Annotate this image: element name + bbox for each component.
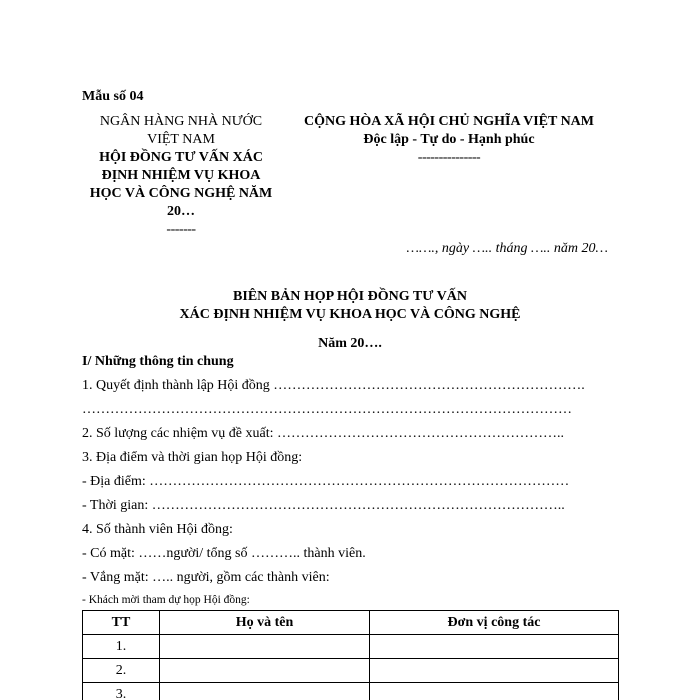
- guest-name-cell[interactable]: [160, 635, 370, 659]
- location-field[interactable]: - Địa điểm: ………………………………………………………………………………: [82, 474, 570, 489]
- row-number: 2.: [83, 659, 160, 683]
- title-line-1: BIÊN BẢN HỌP HỘI ĐỒNG TƯ VẤN: [233, 289, 467, 304]
- org-name-line-1: NGÂN HÀNG NHÀ NƯỚC: [99, 114, 263, 129]
- council-name-line-3: HỌC VÀ CÔNG NGHỆ NĂM: [89, 186, 273, 201]
- meeting-place-time-label: 3. Địa điểm và thời gian họp Hội đồng:: [82, 450, 303, 465]
- org-name-line-2: VIỆT NAM: [147, 132, 215, 147]
- country-name: CỘNG HÒA XÃ HỘI CHỦ NGHĨA VIỆT NAM: [303, 114, 594, 129]
- time-field[interactable]: - Thời gian: ……………………………………………………………………………..: [82, 498, 565, 513]
- decision-field[interactable]: 1. Quyết định thành lập Hội đồng ………………………………………………………….: [82, 378, 585, 393]
- right-header-separator: ---------------: [417, 150, 481, 165]
- national-header: [290, 113, 608, 167]
- issuing-organization-header: [70, 113, 292, 239]
- title-line-2: XÁC ĐỊNH NHIỆM VỤ KHOA HỌC VÀ CÔNG NGHỆ: [179, 307, 521, 322]
- table-header-row: [83, 611, 619, 635]
- guest-name-cell[interactable]: [160, 683, 370, 700]
- table-row: [83, 659, 619, 683]
- column-header-unit: Đơn vị công tác: [370, 611, 619, 635]
- proposed-tasks-field[interactable]: 2. Số lượng các nhiệm vụ đề xuất: ……………………………………………………..: [82, 426, 565, 441]
- guests-label: - Khách mời tham dự họp Hội đồng:: [82, 594, 250, 606]
- table-row: [83, 635, 619, 659]
- document-title: [82, 288, 618, 353]
- table-row: [83, 683, 619, 700]
- row-number: 3.: [83, 683, 160, 700]
- guest-unit-cell[interactable]: [370, 683, 619, 700]
- member-count-label: 4. Số thành viên Hội đồng:: [82, 522, 233, 537]
- guest-table: [82, 610, 619, 700]
- column-header-no: TT: [83, 611, 160, 635]
- form-number: Mẫu số 04: [82, 89, 144, 104]
- left-header-separator: -------: [166, 222, 196, 237]
- guest-name-cell[interactable]: [160, 659, 370, 683]
- guest-unit-cell[interactable]: [370, 659, 619, 683]
- national-motto: Độc lập - Tự do - Hạnh phúc: [363, 132, 535, 147]
- guest-unit-cell[interactable]: [370, 635, 619, 659]
- council-name-line-2: ĐỊNH NHIỆM VỤ KHOA: [101, 168, 261, 183]
- council-name-line-4: 20…: [167, 204, 195, 219]
- row-number: 1.: [83, 635, 160, 659]
- column-header-name: Họ và tên: [160, 611, 370, 635]
- absent-members-field[interactable]: - Vắng mặt: ….. người, gồm các thành viên:: [82, 570, 330, 585]
- present-members-field[interactable]: - Có mặt: ……người/ tổng số ……….. thành viên.: [82, 546, 366, 561]
- council-name-line-1: HỘI ĐỒNG TƯ VẤN XÁC: [99, 150, 263, 165]
- date-line: ……., ngày ….. tháng ….. năm 20…: [406, 241, 608, 256]
- decision-field-continuation[interactable]: ……………………………………………………………………………………………: [82, 402, 572, 417]
- section-heading: I/ Những thông tin chung: [82, 354, 234, 369]
- title-year: Năm 20….: [318, 336, 382, 351]
